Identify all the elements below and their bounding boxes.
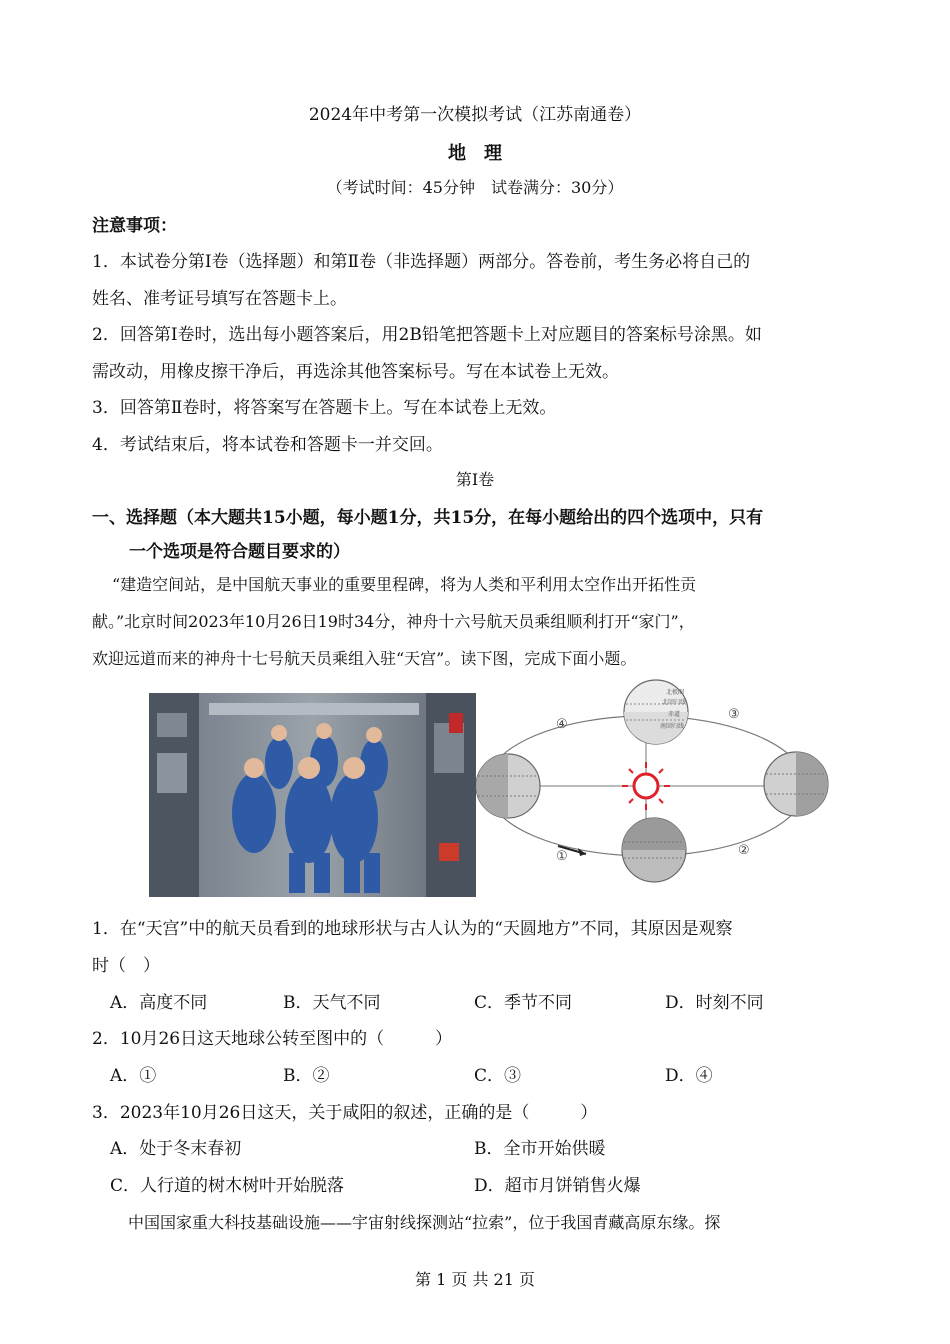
question-3-option-a: A．处于冬末春初: [110, 1139, 242, 1159]
orbit-label-1: ①: [556, 849, 568, 864]
question-2-option-c: C．③: [474, 1066, 522, 1086]
question-3-option-b: B．全市开始供暖: [474, 1139, 606, 1159]
question-2-option-b: B．②: [283, 1066, 330, 1086]
question-2-stem: 2．10月26日这天地球公转至图中的（ ）: [92, 1029, 453, 1049]
globe-label: 赤道: [668, 711, 681, 718]
page-footer: 第 1 页 共 21 页: [415, 1270, 535, 1289]
part-one-heading-cont: 一个选项是符合题目要求的）: [129, 542, 350, 562]
notice-line: 姓名、准考证号填写在答题卡上。: [92, 289, 347, 309]
orbit-label-4: ④: [556, 717, 568, 732]
exam-title: 2024年中考第一次模拟考试（江苏南通卷）: [308, 105, 642, 125]
globe-label: 北回归线: [662, 699, 687, 706]
globe-bottom: [622, 818, 686, 882]
question-1-stem-cont: 时（ ）: [92, 956, 160, 976]
question-2-option-d: D．④: [665, 1066, 713, 1086]
question-1-option-d: D．时刻不同: [665, 993, 764, 1013]
question-3-stem: 3．2023年10月26日这天，关于咸阳的叙述，正确的是（ ）: [92, 1103, 598, 1123]
astronauts-photo: [149, 693, 476, 897]
notice-line: 需改动，用橡皮擦干净后，再选涂其他答案标号。写在本试卷上无效。: [92, 362, 619, 382]
passage-line: “建造空间站，是中国航天事业的重要里程碑，将为人类和平利用太空作出开拓性贡: [112, 575, 697, 594]
notice-heading: 注意事项：: [92, 216, 177, 236]
subject-title: 地 理: [448, 143, 502, 164]
globe-right: [764, 752, 828, 816]
notice-line: 3．回答第Ⅱ卷时，将答案写在答题卡上。写在本试卷上无效。: [92, 398, 557, 418]
notice-line: 4．考试结束后，将本试卷和答题卡一并交回。: [92, 435, 443, 455]
question-1-option-c: C．季节不同: [474, 993, 573, 1013]
passage-line: 欢迎远道而来的神舟十七号航天员乘组入驻“天宫”。读下图，完成下面小题。: [92, 649, 637, 668]
exam-info: （考试时间：45分钟 试卷满分：30分）: [326, 178, 624, 197]
question-3-option-d: D．超市月饼销售火爆: [474, 1176, 641, 1196]
section-title: 第Ⅰ卷: [455, 470, 495, 489]
question-1-option-a: A．高度不同: [110, 993, 208, 1013]
part-one-heading: 一、选择题（本大题共15小题，每小题1分，共15分，在每小题给出的四个选项中，只有: [92, 508, 764, 528]
question-1-stem: 1．在“天宫”中的航天员看到的地球形状与古人认为的“天圆地方”不同，其原因是观察: [92, 919, 733, 939]
question-3-option-c: C．人行道的树木树叶开始脱落: [110, 1176, 345, 1196]
globe-label: 南回归线: [660, 723, 685, 730]
question-2-option-a: A．①: [110, 1066, 157, 1086]
notice-line: 1．本试卷分第Ⅰ卷（选择题）和第Ⅱ卷（非选择题）两部分。答卷前，考生务必将自己的: [92, 252, 751, 272]
passage-line: 献。”北京时间2023年10月26日19时34分，神舟十六号航天员乘组顺利打开“家门”，: [92, 612, 695, 631]
question-1-option-b: B．天气不同: [283, 993, 381, 1013]
orbit-label-2: ②: [738, 843, 750, 858]
earth-orbit-diagram: [476, 676, 836, 896]
astronauts-photo-icon: [149, 693, 476, 897]
notice-line: 2．回答第Ⅰ卷时，选出每小题答案后，用2B铅笔把答题卡上对应题目的答案标号涂黑。如: [92, 325, 762, 345]
globe-label: 北极圈: [666, 689, 685, 696]
next-passage-line: 中国国家重大科技基础设施——宇宙射线探测站“拉索”，位于我国青藏高原东缘。探: [128, 1213, 721, 1232]
globe-left: [476, 754, 540, 818]
orbit-label-3: ③: [728, 707, 740, 722]
